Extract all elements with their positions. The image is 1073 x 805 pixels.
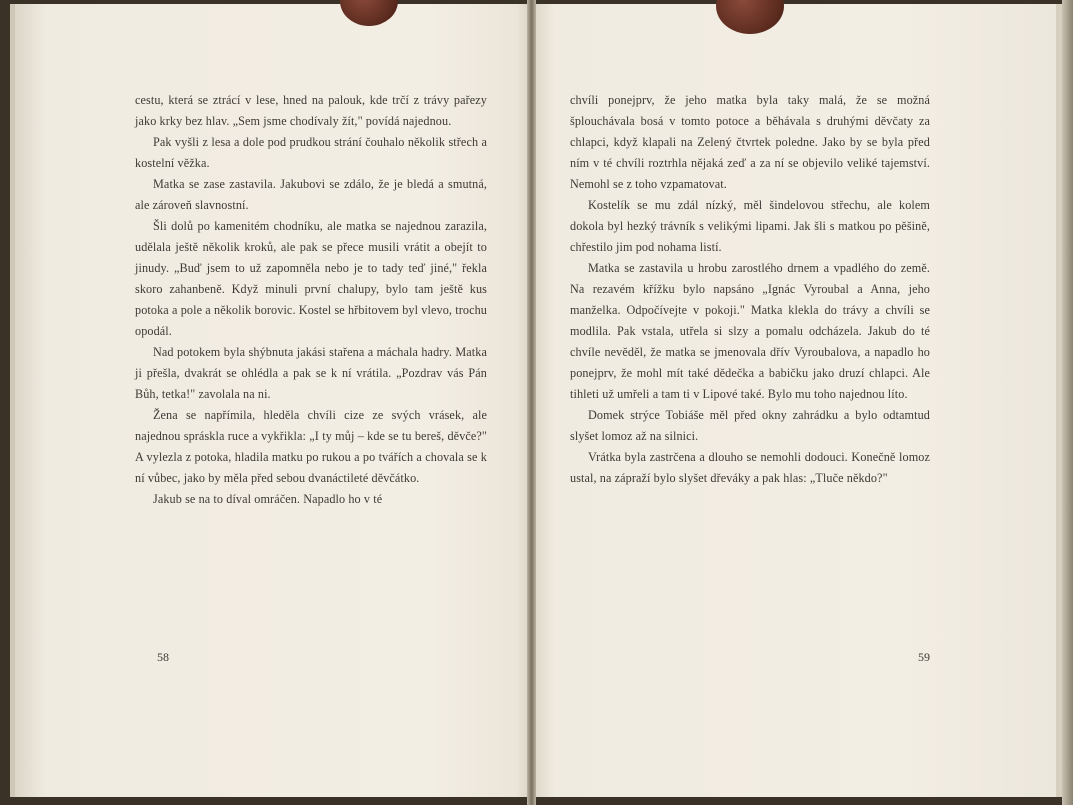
paragraph: chvíli ponejprv, že jeho matka byla taky malá, že se možná šplouchávala bosá v tomto potoce a běhávala s druhými děvčaty za chlapci, když klapali na Zelený čtvrtek poledne. Jako by se byla před ním v té chvíli roztrhla nějaká zeď a za ní se objevilo veliké tajemství. Nemohl se z toho vzpamatovat. bbox=[570, 93, 930, 191]
left-page bbox=[10, 4, 532, 797]
left-page-text bbox=[135, 90, 487, 510]
right-page-text bbox=[570, 90, 930, 489]
paragraph: Kostelík se mu zdál nízký, měl šindelovou střechu, ale kolem dokola byl hezký trávník s velikými lipami. Jak šli s matkou po pěšině, chřestilo jim pod nohama listí. bbox=[570, 198, 930, 254]
paragraph: cestu, která se ztrácí v lese, hned na palouk, kde trčí z trávy pařezy jako krky bez hlav. „Sem jsme chodívaly žít," povídá najednou. bbox=[135, 93, 487, 128]
book-gutter bbox=[527, 0, 536, 805]
paragraph: Jakub se na to díval omráčen. Napadlo ho v té bbox=[153, 492, 383, 506]
page-number: 59 bbox=[918, 650, 930, 664]
page-number: 58 bbox=[157, 650, 169, 664]
paragraph: Pak vyšli z lesa a dole pod prudkou strání čouhalo několik střech a kostelní věžka. bbox=[135, 135, 487, 170]
paragraph: Žena se napřímila, hleděla chvíli cize ze svých vrásek, ale najednou spráskla ruce a vykřikla: „I ty můj – kde se tu bereš, děvče?" A vylezla z potoka, hladila matku po rukou a po tvářích a chovala se k ní vůbec, jako by měla před sebou dvanáctileté děvčátko. bbox=[135, 408, 487, 485]
paragraph: Matka se zastavila u hrobu zarostlého drnem a vpadlého do země. Na rezavém křížku bylo napsáno „Ignác Vyroubal a Anna, jeho manželka. Odpočívejte v pokoji." Matka klekla do trávy a chvíli se modlila. Pak vstala, utřela si slzy a pomalu odcházela. Jakub do té chvíle nevěděl, že matka se jmenovala dřív Vyroubalova, a napadlo ho ponejprv, že mohl mít také dědečka a babičku jako druzí chlapci. Ale tihleti už umřeli a tam ti v Lipové také. Bylo mu toho najednou líto. bbox=[570, 261, 930, 401]
paragraph: Matka se zase zastavila. Jakubovi se zdálo, že je bledá a smutná, ale zároveň slavnostní. bbox=[135, 177, 487, 212]
paragraph: Domek strýce Tobiáše měl před okny zahrádku a bylo odtamtud slyšet lomoz až na silnici. bbox=[570, 408, 930, 443]
paragraph: Vrátka byla zastrčena a dlouho se nemohli dodouci. Konečně lomoz ustal, na zápraží bylo slyšet dřeváky a pak hlas: „Tluče někdo?" bbox=[570, 450, 930, 485]
paragraph: Nad potokem byla shýbnuta jakási stařena a máchala hadry. Matka ji přešla, dvakrát se ohlédla a pak se k ní vrátila. „Pozdrav vás Pán Bůh, tetka!" zavolala na ni. bbox=[135, 345, 487, 401]
page-edges bbox=[1062, 0, 1073, 805]
right-page bbox=[534, 4, 1062, 797]
paragraph: Šli dolů po kamenitém chodníku, ale matka se najednou zarazila, udělala ještě několik kroků, ale pak se přece musili vrátit a obejít to jinudy. „Buď jsem to už zapomněla nebo je to tady teď jiné," řekla skoro zahanbeně. Když minuli první chalupy, bylo tam ještě kus potoka a pole a několik borovic. Kostel se hřbitovem byl vlevo, trochu opodál. bbox=[135, 219, 487, 338]
